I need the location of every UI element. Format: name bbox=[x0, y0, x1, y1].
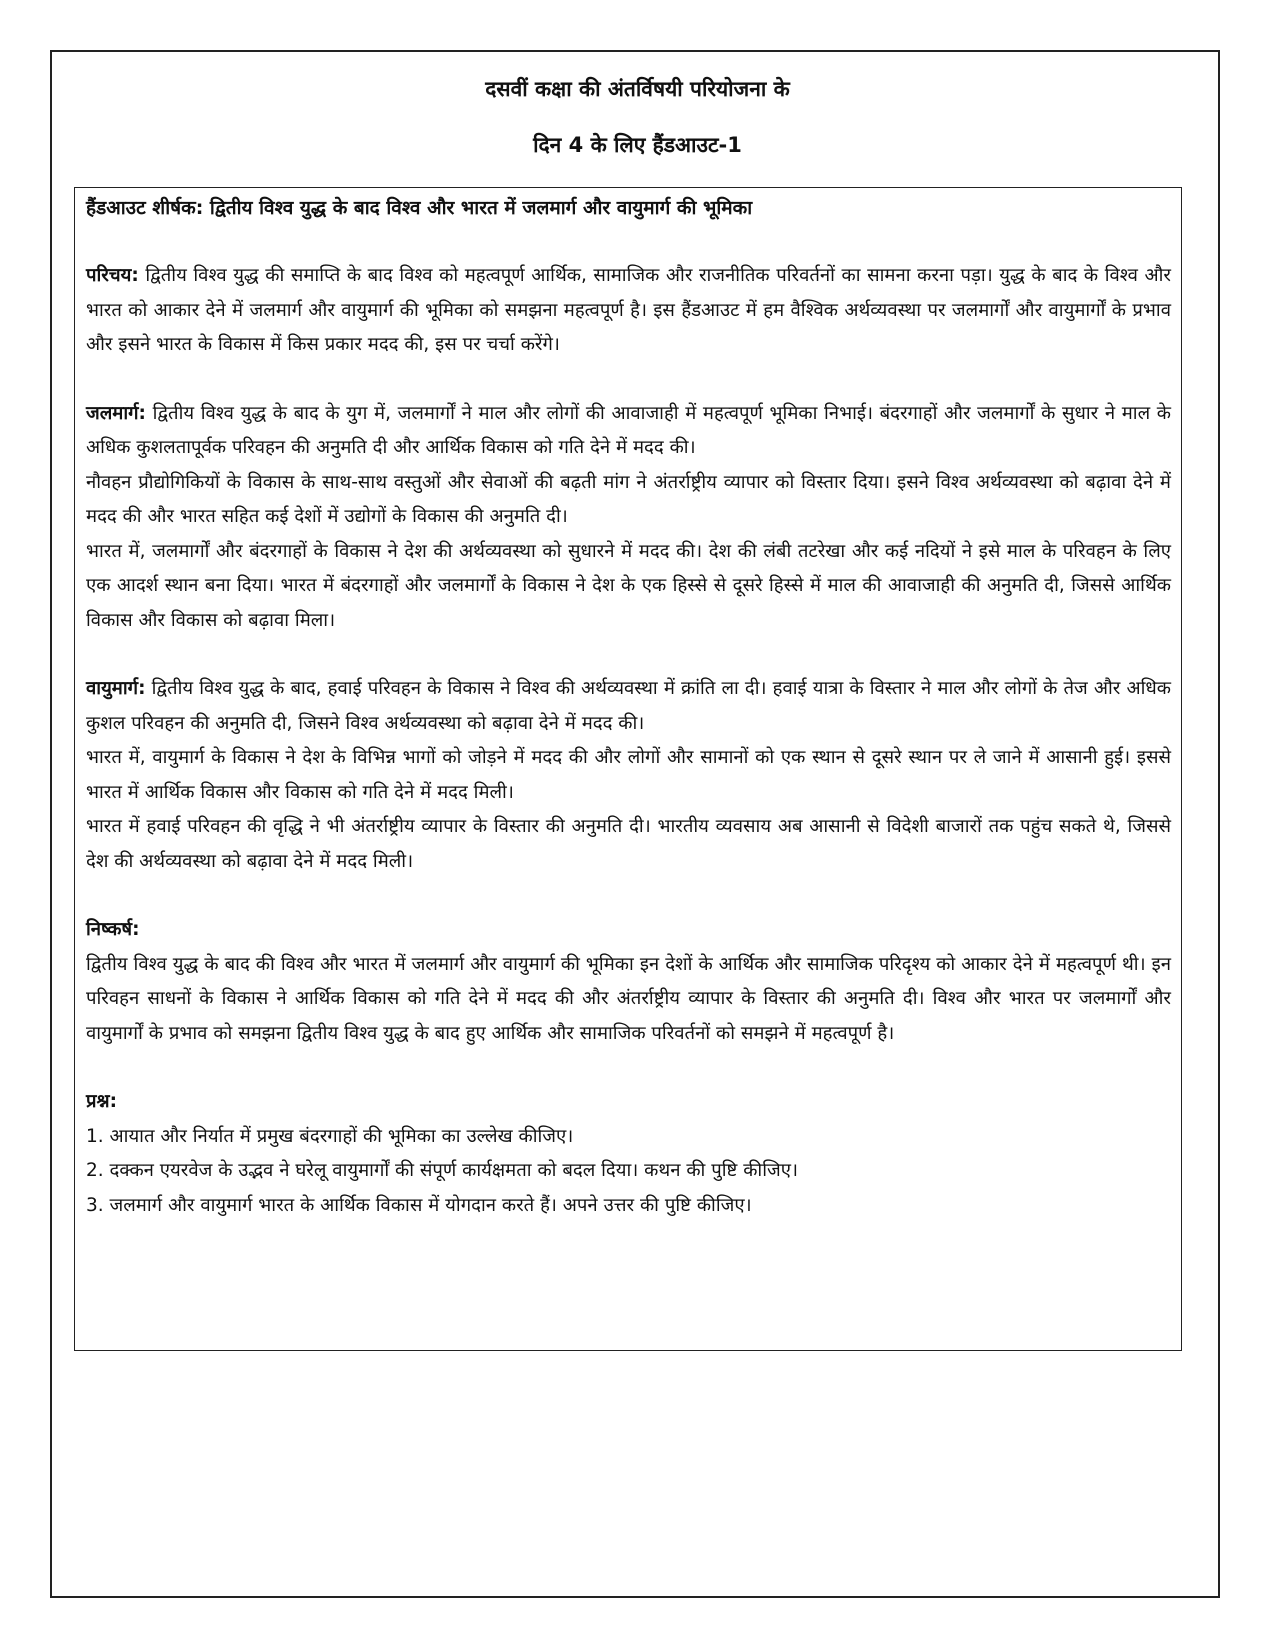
question-item-3: 3. जलमार्ग और वायुमार्ग भारत के आर्थिक विकास में योगदान करते हैं। अपने उत्तर की पुष्टि कीजिए। bbox=[86, 1194, 752, 1216]
handout-content-box bbox=[74, 187, 1182, 1351]
questions-label: प्रश्न: bbox=[86, 1091, 118, 1112]
waterways-paragraph-2: नौवहन प्रौद्योगिकियों के विकास के साथ-साथ वस्तुओं और सेवाओं की बढ़ती मांग ने अंतर्राष्ट्रीय व्यापार को विस्तार दिया। इसने विश्व अर्थव्यवस्था को बढ़ावा देने में मदद की और भारत सहित कई देशों में उद्योगों के विकास की अनुमति दी। bbox=[86, 471, 1171, 527]
intro-paragraph bbox=[86, 259, 1171, 363]
section-spacer bbox=[86, 1051, 1171, 1085]
airways-paragraph-2: भारत में, वायुमार्ग के विकास ने देश के विभिन्न भागों को जोड़ने में मदद की और लोगों और सामानों को एक स्थान से दूसरे स्थान पर ले जाने में आसानी हुई। इससे भारत में आर्थिक विकास और विकास को गति देने में मदद मिली। bbox=[86, 747, 1171, 803]
section-spacer bbox=[86, 638, 1171, 672]
question-item-1: 1. आयात और निर्यात में प्रमुख बंदरगाहों की भूमिका का उल्लेख कीजिए। bbox=[86, 1125, 574, 1147]
question-list bbox=[86, 1120, 1171, 1224]
document-title-line-2: दिन 4 के लिए हैंडआउट-1 bbox=[533, 133, 742, 157]
waterways-label: जलमार्ग: bbox=[86, 402, 146, 424]
conclusion-paragraph: द्वितीय विश्व युद्ध के बाद की विश्व और भारत में जलमार्ग और वायुमार्ग की भूमिका इन देशों के आर्थिक और सामाजिक परिदृश्य को आकार देने में महत्वपूर्ण थी। इन परिवहन साधनों के विकास ने आर्थिक विकास को गति देने में मदद की और अंतर्राष्ट्रीय व्यापार के विस्तार की अनुमति दी। विश्व और भारत पर जलमार्गों और वायुमार्गों के प्रभाव को समझना द्वितीय विश्व युद्ध के बाद हुए आर्थिक और सामाजिक परिवर्तनों को समझने में महत्वपूर्ण है। bbox=[86, 953, 1171, 1044]
airways-paragraph-3: भारत में हवाई परिवहन की वृद्धि ने भी अंतर्राष्ट्रीय व्यापार के विस्तार की अनुमति दी। भारतीय व्यवसाय अब आसानी से विदेशी बाजारों तक पहुंच सकते थे, जिससे देश की अर्थव्यवस्था को बढ़ावा देने में मदद मिली। bbox=[86, 816, 1171, 872]
question-item-2: 2. दक्कन एयरवेज के उद्भव ने घरेलू वायुमार्गों की संपूर्ण कार्यक्षमता को बदल दिया। कथन की पुष्टि कीजिए। bbox=[86, 1160, 798, 1181]
intro-label: परिचय: bbox=[86, 265, 139, 286]
document-title-line-1: दसवीं कक्षा की अंतर्विषयी परियोजना के bbox=[485, 77, 790, 101]
section-spacer bbox=[86, 363, 1171, 397]
waterways-paragraph-3: भारत में, जलमार्गों और बंदरगाहों के विकास ने देश की अर्थव्यवस्था को सुधारने में मदद की। देश की लंबी तटरेखा और कई नदियों ने इसे माल के परिवहन के लिए एक आदर्श स्थान बना दिया। भारत में बंदरगाहों और जलमार्गों के विकास ने देश के एक हिस्से से दूसरे हिस्से में माल की आवाजाही की अनुमति दी, जिससे आर्थिक विकास और विकास को बढ़ावा मिला। bbox=[86, 540, 1171, 631]
intro-text: द्वितीय विश्व युद्ध की समाप्ति के बाद विश्व को महत्वपूर्ण आर्थिक, सामाजिक और राजनीतिक परिवर्तनों का सामना करना पड़ा। युद्ध के बाद के विश्व और भारत को आकार देने में जलमार्ग और वायुमार्ग की भूमिका को समझना महत्वपूर्ण है। इस हैंडआउट में हम वैश्विक अर्थव्यवस्था पर जलमार्गों और वायुमार्गों के प्रभाव और इसने भारत के विकास में किस प्रकार मदद की, इस पर चर्चा करेंगे। bbox=[86, 265, 1171, 355]
airways-label: वायुमार्ग: bbox=[86, 678, 146, 699]
handout-heading: हैंडआउट शीर्षक: द्वितीय विश्व युद्ध के बाद विश्व और भारत में जलमार्ग और वायुमार्ग की भूमिका bbox=[86, 197, 753, 219]
airways-text-1: द्वितीय विश्व युद्ध के बाद, हवाई परिवहन के विकास ने विश्व की अर्थव्यवस्था में क्रांति ला दी। हवाई यात्रा के विस्तार ने माल और लोगों के तेज और अधिक कुशल परिवहन की अनुमति दी, जिसने विश्व अर्थव्यवस्था को बढ़ावा देने में मदद की। bbox=[86, 678, 1171, 734]
section-spacer bbox=[86, 879, 1171, 913]
waterways-text-1: द्वितीय विश्व युद्ध के बाद के युग में, जलमार्गों ने माल और लोगों की आवाजाही में महत्वपूर्ण भूमिका निभाई। बंदरगाहों और जलमार्गों के सुधार ने माल के अधिक कुशलतापूर्वक परिवहन की अनुमति दी और आर्थिक विकास को गति देने में मदद की। bbox=[86, 402, 1171, 458]
conclusion-label: निष्कर्ष: bbox=[86, 919, 140, 940]
waterways-paragraph-1 bbox=[86, 397, 1171, 466]
airways-paragraph-1 bbox=[86, 672, 1171, 741]
